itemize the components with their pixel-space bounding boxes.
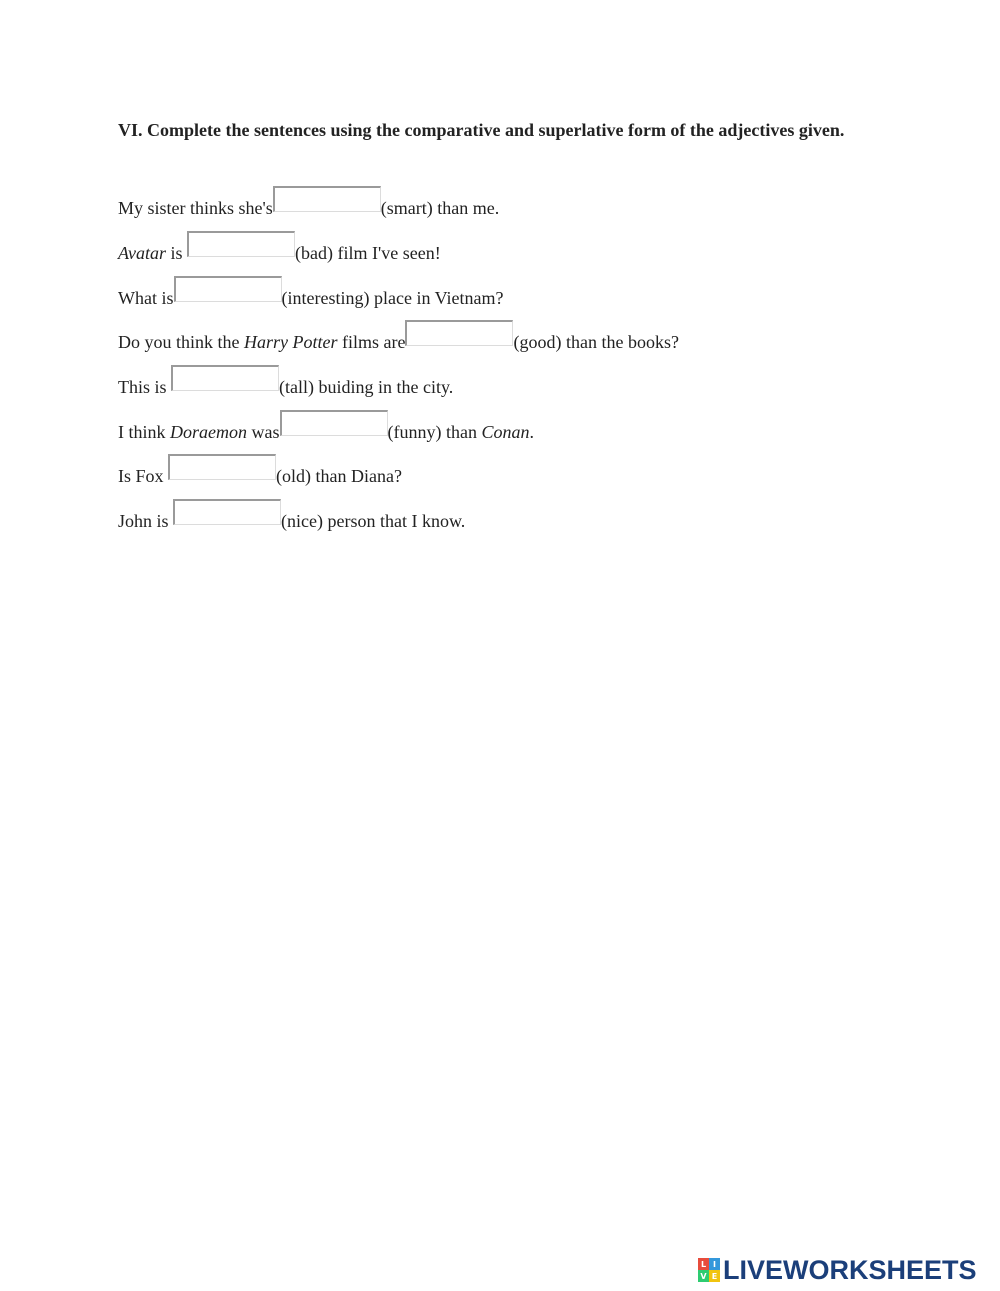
sentence-text-after: (nice) person that I know. — [281, 511, 466, 531]
answer-input-4[interactable] — [405, 320, 513, 346]
answer-input-6[interactable] — [280, 410, 388, 436]
sentence-text-after: (funny) than — [387, 422, 482, 442]
answer-input-5[interactable] — [171, 365, 279, 391]
badge-letter: V — [698, 1270, 709, 1282]
sentence-1 — [118, 195, 499, 221]
sentence-5 — [118, 374, 453, 400]
badge-letter: E — [709, 1270, 720, 1282]
sentence-end: . — [529, 422, 534, 442]
sentence-2 — [118, 240, 441, 266]
sentence-text-before: This is — [118, 377, 172, 397]
sentence-text-after: (old) than Diana? — [276, 466, 402, 486]
sentence-text-mid: was — [247, 422, 280, 442]
sentence-text-before: I think — [118, 422, 170, 442]
sentence-text-before: What is — [118, 288, 174, 308]
answer-input-3[interactable] — [174, 276, 282, 302]
sentence-text-before: Do you think the — [118, 332, 244, 352]
sentence-text-before: My sister thinks she's — [118, 198, 273, 218]
sentence-text-after: (interesting) place in Vietnam? — [281, 288, 504, 308]
sentence-title-italic: Harry Potter — [244, 332, 338, 352]
live-badge-icon — [698, 1258, 720, 1282]
sentence-text-after: (smart) than me. — [380, 198, 500, 218]
sentence-title-italic: Doraemon — [170, 422, 247, 442]
sentence-text-before: Is Fox — [118, 466, 169, 486]
logo-text: LIVEWORKSHEETS — [723, 1254, 977, 1285]
badge-letter: L — [698, 1258, 709, 1270]
answer-input-1[interactable] — [273, 186, 381, 212]
sentence-tail-italic: Conan — [481, 422, 530, 442]
sentence-text-after: (good) than the books? — [513, 332, 679, 352]
sentence-8 — [118, 508, 465, 534]
sentence-text-mid: is — [166, 243, 188, 263]
liveworksheets-logo[interactable] — [698, 1256, 977, 1284]
answer-input-8[interactable] — [173, 499, 281, 525]
sentence-3 — [118, 285, 504, 311]
sentence-text-after: (tall) buiding in the city. — [279, 377, 454, 397]
sentence-text-after: (bad) film I've seen! — [295, 243, 441, 263]
sentence-text-mid: films are — [337, 332, 406, 352]
sentence-4 — [118, 329, 679, 355]
sentence-7 — [118, 463, 402, 489]
answer-input-7[interactable] — [168, 454, 276, 480]
sentence-6 — [118, 419, 534, 445]
sentence-title-italic: Avatar — [118, 243, 166, 263]
instructions-heading: VI. Complete the sentences using the comparative and superlative form of the adjectives given. — [118, 120, 845, 140]
answer-input-2[interactable] — [187, 231, 295, 257]
sentence-text-before: John is — [118, 511, 174, 531]
badge-letter: I — [709, 1258, 720, 1270]
